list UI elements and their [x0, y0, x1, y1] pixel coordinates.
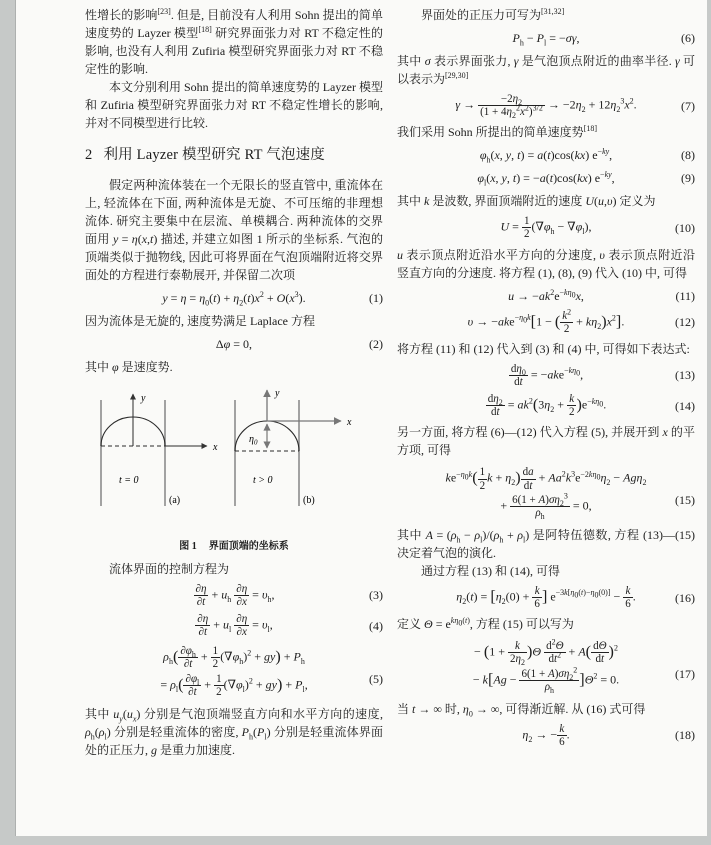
time-label: t = 0 [119, 474, 139, 486]
equation-16: $\eta_2(t) = [\eta_2(0)$ + $\frac{k}{6}$ ] $e^{-3k[\eta_0(t)-\eta_0(0)]}$ − $\frac{k}{6}$ . (16) [456, 584, 695, 611]
two-column-layout [16, 0, 707, 759]
equation-14: $\frac{d\eta_2}{dt}$ = $ak^2(3\eta_2$ + $\frac{k}{2}$ )$e^{-k\eta_0}$. (14) [487, 393, 695, 419]
left-paragraph-1: 性增长的影响[23]. 但是, 目前没有人利用 Sohn 提出的简单速度势的 Layzer 模型[18] 研究界面张力对 RT 不稳定性的影响, 也没有人利用 Zufiria 模型研究界面张力对 RT 不稳定性的影响. [85, 7, 383, 76]
right-paragraph-11: 当 t → ∞ 时, $\eta_0$ → ∞, 可得渐近解. 从 (16) 式可得 [397, 701, 646, 719]
right-paragraph-2: 其中 σ 表示界面张力, γ 是气泡顶点附近的曲率半径. γ 可以表示为[29,30] [397, 54, 695, 86]
equation-15: $ke^{-\eta_0k}$( $\frac{1}{2}$ $k + \eta_2$) $\frac{da}{dt}$ + $Aa^2k^3e^{-2k\eta_0}\eta_2 - Ag\eta_2$ + $\frac{6(1 + A)\sigma\eta_2^3}{\rho_h}$ = 0, (15) [445, 466, 695, 522]
left-column [85, 6, 383, 759]
panel-a [101, 393, 218, 506]
panel-label: (b) [303, 494, 315, 506]
right-paragraph-6: 将方程 (11) 和 (12) 代入到 (3) 和 (4) 中, 可得如下表达式: [397, 341, 690, 356]
section-number: 2 [85, 147, 93, 163]
eta0-label: $\eta_0$ [249, 433, 258, 447]
time-label: t > 0 [253, 474, 273, 486]
paper-page [15, 0, 707, 836]
equation-number: (6) [681, 31, 695, 45]
equation-number: (17) [675, 666, 695, 681]
left-paragraph-4: 因为流体是无旋的, 速度势满足 Laplace 方程 [85, 313, 315, 328]
equation-3: $\frac{\partial\eta}{\partial t}$ + $u_h$ $\frac{\partial\eta}{\partial x}$ = $\upsilon_h$, (3) [195, 582, 383, 608]
equation-number: (11) [675, 288, 695, 303]
figure-caption [85, 539, 383, 554]
right-paragraph-10: 定义 $\Theta = e^{k\eta_0(t)}$, 方程 (15) 可以写为 [397, 616, 574, 632]
equation-number: (7) [681, 98, 695, 113]
section-heading [85, 145, 383, 167]
right-column [397, 6, 695, 759]
equation-number: (16) [675, 590, 695, 605]
equation-number: (13) [675, 368, 695, 383]
equation-11: $u \to -ak^2e^{-k\eta_0}x$, (11) [508, 287, 695, 303]
equation-10: U = $\frac{1}{2}$ $(\nabla\varphi_h - \nabla\varphi_l)$, (10) [500, 215, 695, 241]
equation-number: (5) [369, 671, 383, 686]
figure-1 [85, 384, 383, 554]
equation-number: (12) [675, 315, 695, 330]
figure-1-drawing [85, 384, 383, 536]
equation-number: (10) [675, 220, 695, 235]
y-axis-label: y [141, 392, 146, 404]
right-paragraph-3: 我们采用 Sohn 所提出的简单速度势[18] [397, 124, 598, 140]
equation-number: (3) [369, 588, 383, 603]
right-paragraph-1: 界面处的正压力可写为[31,32] [421, 7, 565, 22]
left-paragraph-6: 流体界面的控制方程为 [109, 561, 230, 576]
equation-8: $\varphi_h(x$, y, t) = a(t)cos(kx) $e^{-ky}$, (8) [479, 147, 695, 165]
section-title: 利用 Layzer 模型研究 RT 气泡速度 [103, 147, 325, 163]
equation-1: $y = \eta = \eta_0(t) + \eta_2(t)x^2 + O(x^3)$. (1) [162, 289, 383, 308]
equation-number: (8) [681, 148, 695, 163]
x-axis-label: x [213, 441, 218, 453]
equation-18: $\eta_2$ → − $\frac{k}{6}$ . (18) [522, 722, 695, 748]
figure-caption-label: 图 1 [179, 540, 197, 552]
equation-13: $\frac{d\eta_0}{dt}$ = −ake$^{-k\eta_0}$, (13) [510, 362, 695, 388]
right-paragraph-4: 其中 k 是波数, 界面顶端附近的速度 U(u,υ) 定义为 [397, 194, 656, 209]
equation-number: (2) [369, 336, 383, 351]
equation-4: $\frac{\partial\eta}{\partial t}$ + $u_l$ $\frac{\partial\eta}{\partial x}$ = $\upsilon_l$, (4) [197, 613, 383, 639]
x-axis-label: x [347, 416, 352, 428]
left-paragraph-5: 其中 φ 是速度势. [85, 359, 173, 374]
equation-6: $P_h - P_l = -\sigma\gamma$, (6) [512, 31, 695, 48]
y-axis-label: y [275, 387, 280, 399]
equation-12: υ → −ake$^{-\eta_0k}$[1 − ( $\frac{k^2}{2}$ + $k\eta_2)x^2$]. (12) [467, 306, 695, 335]
equation-number: (18) [675, 728, 695, 743]
equation-7: γ → $\frac{-2\eta_2}{(1 + 4\eta_2^2x^2)^{3/2}}$ → $-2\eta_2 + 12\eta_2^3x^2$. (7) [455, 93, 695, 121]
equation-9: $\varphi_l(x$, y, t) = −a(t)cos(kx) $e^{-ky}$, (9) [477, 170, 695, 188]
right-paragraph-7: 另一方面, 将方程 (6)—(12) 代入方程 (5), 并展开到 x 的平方项, 可得 [397, 425, 695, 458]
left-paragraph-3: 假定两种流体装在一个无限长的竖直管中, 重流体在上, 轻流体在下面, 两种流体是无旋、不可压缩的非理想流体. 研究主要集中在层流、单模耦合. 两种流体的交界面用 y = η(x,t) 描述, 并建立如图 1 所示的坐标系. 气泡的顶端类似于抛物线, 因此可将界面在气泡顶端附近将交界面处的方程进行泰勒展开, 并保留二次项 [85, 177, 383, 282]
right-paragraph-9: 通过方程 (13) 和 (14), 可得 [421, 563, 560, 578]
left-paragraph-2: 本文分别利用 Sohn 提出的简单速度势的 Layzer 模型和 Zufiria 模型研究界面张力对 RT 不稳定性增长的影响, 并对不同模型进行比较. [85, 80, 383, 130]
equation-number: (4) [369, 618, 383, 633]
equation-17: − (1 + $\frac{k}{2\eta_2}$ )Θ $\frac{d^2\Theta}{dt^2}$ + A( $\frac{d\Theta}{dt}$ )$^2$ − k[Ag − $\frac{6(1 + A)\sigma\eta_2^2}{\rho_h}$ ]$\Theta^2 = 0$. (17) [472, 637, 695, 695]
equation-number: (1) [369, 290, 383, 305]
right-paragraph-8: 其中 $A = (\rho_h - \rho_l)/(\rho_h + \rho_l)$ 是阿特伍德数, 方程 (13)—(15) 决定着气泡的演化. [397, 527, 695, 560]
figure-caption-text: 界面顶端的坐标系 [208, 540, 289, 552]
right-paragraph-5: u 表示顶点附近沿水平方向的分速度, υ 表示顶点附近沿竖直方向的分速度. 将方程 (1), (8), (9) 代入 (10) 中, 可得 [397, 247, 695, 280]
equation-number: (9) [681, 171, 695, 186]
panel-b [235, 388, 352, 506]
equation-2: Δφ = 0, (2) [215, 336, 383, 351]
equation-5: $\rho_h$( $\frac{\partial\varphi_h}{\partial t}$ + $\frac{1}{2}$ $(\nabla\varphi_h)^2 + gy) + P_h$ = $\rho_l$( $\frac{\partial\varphi_l}{\partial t}$ + $\frac{1}{2}$ $(\nabla\varphi_l)^2 + gy) + P_l$, (5) [160, 645, 383, 698]
equation-number: (15) [675, 492, 695, 507]
panel-label: (a) [169, 494, 181, 506]
left-paragraph-7: 其中 $u_y(u_x)$ 分别是气泡顶端竖直方向和水平方向的速度, $\rho_h(\rho_l)$ 分别是轻重流体的密度, $P_h(P_l)$ 分别是轻重流体界面处的正压力, g 是重力加速度. [85, 706, 383, 757]
equation-number: (14) [675, 398, 695, 413]
